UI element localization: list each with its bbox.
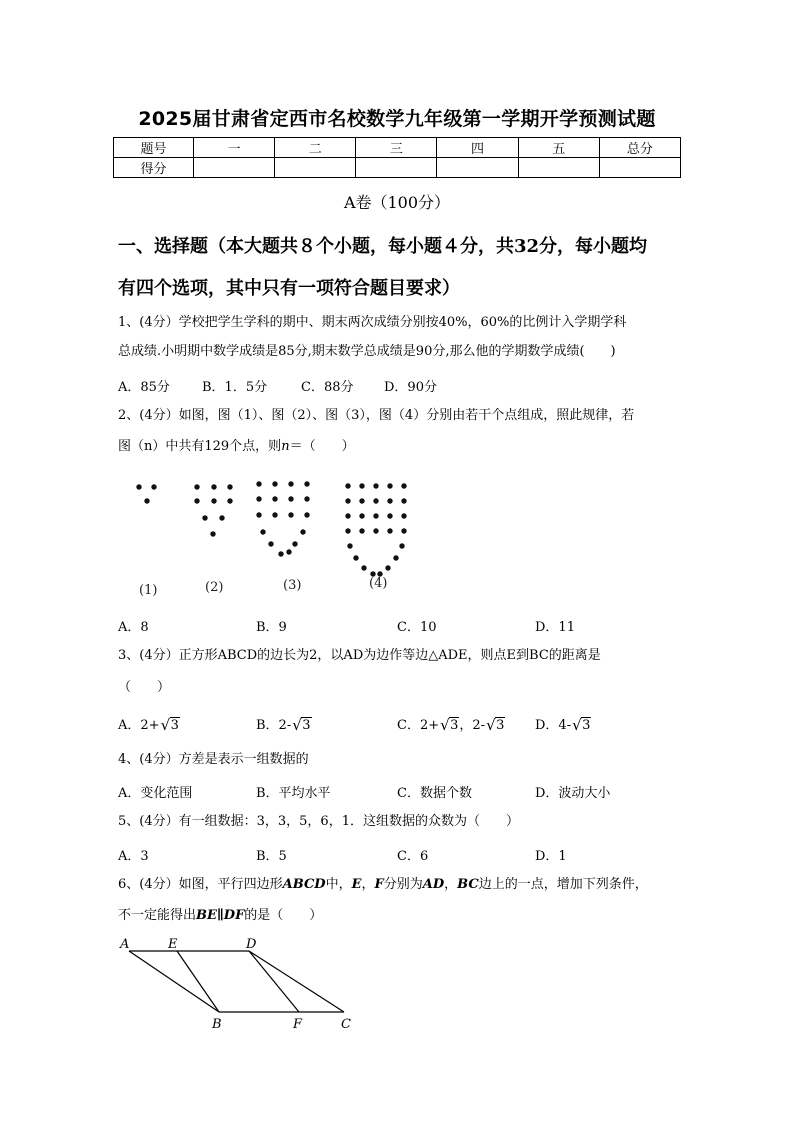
cell-question-no: 题号: [114, 138, 194, 158]
q2-line1: 2、(4分）如图，图（1）、图（2）、图（3），图（4）分别由若干个点组成，照此规律，若: [118, 408, 635, 423]
q3-option-a: [118, 714, 180, 733]
score-cell: [437, 158, 518, 178]
sqrt-symbol: √ 3: [160, 716, 179, 734]
side-ab: [129, 951, 219, 1012]
q6-text: ，: [361, 877, 375, 892]
radicand: 3: [170, 718, 179, 733]
dot-figure-1: [136, 484, 156, 503]
q6-text: 不一定能得出: [118, 908, 197, 923]
fig-label-4: (4): [369, 576, 388, 591]
q3-option-a-prefix: A．2+: [118, 718, 160, 733]
q1-option-a: A．85分: [118, 380, 170, 395]
q6-line1: [118, 875, 648, 895]
score-cell: [356, 158, 437, 178]
q5-option-c: C．6: [397, 849, 429, 864]
score-table-header-row: [114, 138, 681, 158]
score-cell: [194, 158, 275, 178]
q2-option-b: B．9: [256, 620, 287, 635]
score-cell: [518, 158, 599, 178]
cell-part-4: 四: [437, 138, 518, 158]
point-label-d: D: [246, 937, 257, 952]
sqrt-symbol: √ 3: [292, 716, 311, 734]
radicand: 3: [302, 718, 311, 733]
cell-part-2: 二: [275, 138, 356, 158]
sqrt-symbol: √ 3: [440, 716, 459, 734]
q4-option-b: B．平均水平: [256, 786, 331, 801]
section-a-heading: A卷（100分）: [343, 193, 451, 212]
q4-option-a: A．变化范围: [118, 786, 193, 801]
part1-heading-line1: 一、选择题（本大题共８个小题，每小题４分，共32分，每小题均: [118, 236, 648, 257]
point-label-e: E: [168, 937, 178, 952]
sqrt-symbol: √ 3: [572, 716, 591, 734]
cell-part-3: 三: [356, 138, 437, 158]
fig-label-3: (3): [283, 578, 302, 593]
cell-score-label: 得分: [114, 158, 194, 178]
q6-text: ，: [444, 877, 458, 892]
q3-line2: （ ）: [118, 680, 171, 695]
q3-option-c-sep: ，2-: [459, 718, 486, 733]
radicand: 3: [582, 718, 591, 733]
q1-line2: 总成绩.小明期中数学成绩是85分,期末数学总成绩是90分,那么他的学期数学成绩( ): [118, 344, 616, 359]
fig-label-1: (1): [139, 583, 158, 598]
point-label-f: F: [293, 1017, 303, 1032]
q2-dot-pattern-figure: [110, 470, 430, 600]
point-label-b: B: [212, 1017, 222, 1032]
q1-line1: 1、(4分）学校把学生学科的期中、期末两次成绩分别按40%，60%的比例计入学期学科: [118, 315, 627, 330]
q6-parallelogram-figure: [115, 935, 365, 1035]
q6-var-bc: BC: [457, 877, 479, 892]
q1-option-b: B．1．5分: [202, 380, 268, 395]
fig-label-2: (2): [205, 580, 224, 595]
cell-total: 总分: [599, 138, 680, 158]
radicand: 3: [450, 718, 459, 733]
sqrt-symbol: √ 3: [486, 716, 505, 734]
q3-option-d-prefix: D．4-: [535, 718, 572, 733]
q3-option-c-prefix: C．2+: [397, 718, 440, 733]
point-label-a: A: [120, 937, 130, 952]
q2-line2: [118, 437, 355, 457]
q6-text: 中，: [325, 877, 352, 892]
dot-figure-4: [345, 483, 406, 576]
point-label-c: C: [341, 1017, 351, 1032]
dot-figure-3: [256, 481, 309, 556]
q1-option-d: D．90分: [384, 380, 437, 395]
q2-variable-n: n: [281, 439, 290, 454]
q2-option-a: A．8: [118, 620, 149, 635]
q5-option-b: B．5: [256, 849, 287, 864]
q4-option-d: D．波动大小: [535, 786, 611, 801]
q2-option-c: C．10: [397, 620, 437, 635]
segment-eb: [177, 951, 219, 1012]
q5-line1: 5、(4分）有一组数据：3，3，5，6，1．这组数据的众数为（ ）: [118, 814, 519, 829]
q2-line2-text: 图（n）中共有129个点，则: [118, 439, 282, 454]
q4-line1: 4、(4分）方差是表示一组数据的: [118, 752, 309, 767]
dot-figure-2: [194, 484, 232, 536]
side-dc: [249, 951, 344, 1012]
q2-option-d: D．11: [535, 620, 575, 635]
q2-line2-paren: ＝（ ）: [289, 439, 355, 454]
q6-text: 分别为: [383, 877, 423, 892]
q3-line1: 3、(4分）正方形ABCD的边长为2，以AD为边作等边△ADE，则点E到BC的距离是: [118, 648, 601, 663]
cell-part-5: 五: [518, 138, 599, 158]
q5-option-a: A．3: [118, 849, 149, 864]
q3-option-b-prefix: B．2-: [256, 718, 292, 733]
cell-part-1: 一: [194, 138, 275, 158]
q6-var-f: F: [374, 877, 384, 892]
radicand: 3: [496, 718, 505, 733]
q4-option-c: C．数据个数: [397, 786, 472, 801]
score-table: [113, 137, 681, 178]
q3-option-c: [397, 714, 505, 733]
score-cell: [599, 158, 680, 178]
segment-df: [249, 951, 299, 1012]
q5-option-d: D．1: [535, 849, 567, 864]
q6-text: 6、(4分）如图，平行四边形: [118, 877, 283, 892]
q6-text: 边上的一点，增加下列条件，: [478, 877, 648, 892]
q3-option-b: [256, 714, 312, 733]
part1-heading-line2: 有四个选项，其中只有一项符合题目要求）: [118, 278, 460, 299]
exam-title: 2025届甘肃省定西市名校数学九年级第一学期开学预测试题: [138, 108, 656, 130]
q3-option-d: [535, 714, 591, 733]
q6-var-ad: AD: [422, 877, 445, 892]
q6-line2: [118, 906, 322, 926]
q6-var-be-parallel-df: BE∥DF: [196, 908, 245, 923]
q6-var-e: E: [351, 877, 362, 892]
q6-text: 的是（ ）: [244, 908, 323, 923]
q1-option-c: C．88分: [301, 380, 354, 395]
score-cell: [275, 158, 356, 178]
score-table-score-row: [114, 158, 681, 178]
q6-var-abcd: ABCD: [282, 877, 326, 892]
